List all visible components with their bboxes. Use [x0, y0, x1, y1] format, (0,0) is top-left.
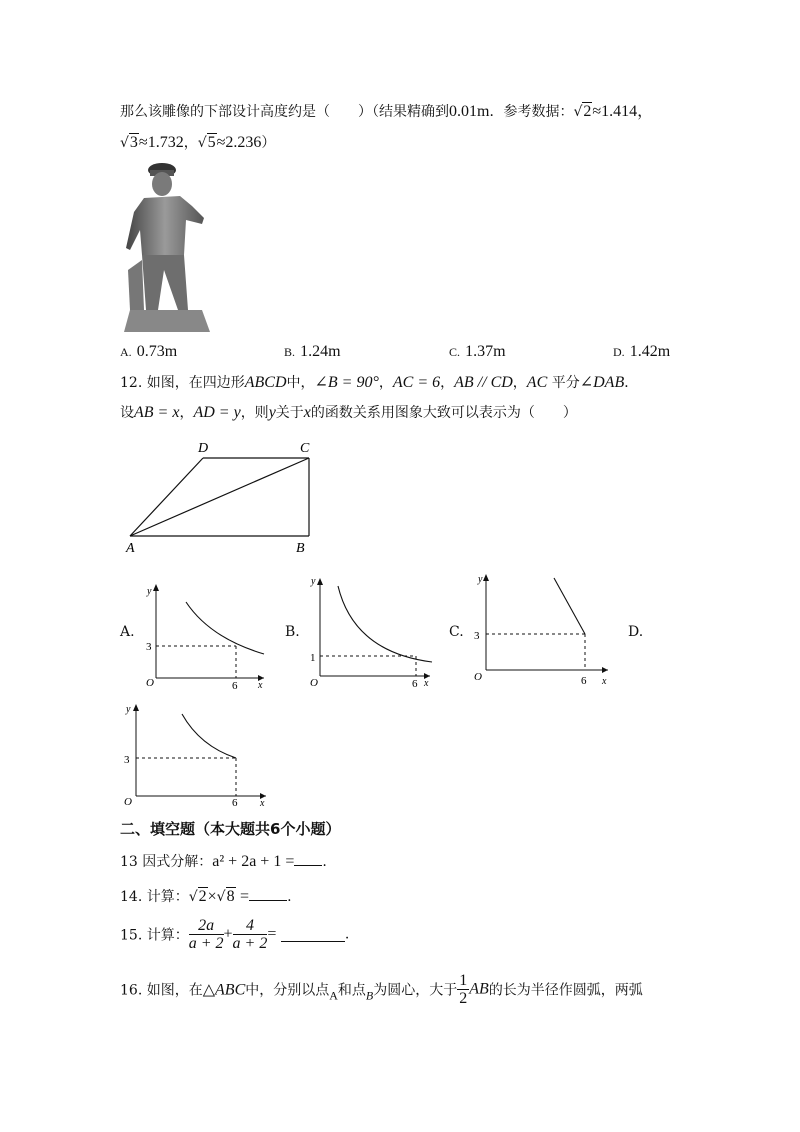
svg-text:x: x — [424, 678, 429, 689]
q11-stem-line2: √3≈1.732，√5≈2.236） — [120, 134, 276, 151]
svg-text:3: 3 — [124, 754, 130, 766]
svg-text:O: O — [310, 677, 318, 689]
svg-text:O: O — [124, 796, 132, 808]
q12-stem-line2: 设AB = x，AD = y，则y关于x的函数关系用图象大致可以表示为（ ） — [120, 404, 577, 421]
graph-option-c[interactable]: C. — [449, 624, 464, 640]
svg-text:3: 3 — [474, 630, 480, 642]
q13-expression: a² + 2a + 1 = — [212, 853, 295, 870]
graph-option-d[interactable]: D. — [628, 624, 644, 640]
svg-text:y: y — [478, 574, 483, 585]
svg-text:6: 6 — [232, 680, 238, 690]
graph-d — [120, 700, 270, 808]
label-b: B — [296, 541, 305, 556]
q16-fraction: $\frac{1}{2}$ — [459, 972, 468, 1007]
statue-image — [122, 160, 214, 332]
svg-text:6: 6 — [412, 678, 418, 690]
svg-text:x: x — [260, 798, 265, 808]
sqrt2: 2 — [583, 103, 592, 120]
q16: 16. 如图，在△ABC中，分别以点A和点B为圆心，大于 $\frac{1}{2}$ AB的长为半径作圆弧，两弧 — [120, 972, 643, 1007]
segment-da — [130, 458, 203, 536]
svg-text:O: O — [146, 677, 154, 689]
svg-text:x: x — [258, 680, 263, 690]
q13: 13 因式分解：a² + 2a + 1 = . — [120, 853, 327, 870]
label-a: A — [126, 541, 135, 556]
svg-text:3: 3 — [146, 641, 152, 653]
q13-answer-blank[interactable] — [294, 851, 322, 866]
q12-stem-line1: 12. 如图，在四边形ABCD中，∠B = 90°，AC = 6，AB // CD，AC 平分∠DAB． — [120, 374, 639, 391]
option-b[interactable]: B. 1.24m — [284, 343, 341, 360]
section-heading: 二、填空题（本大题共6个小题） — [120, 820, 341, 838]
svg-text:y: y — [311, 576, 316, 587]
q15-fraction-2: $\frac{4}{a + 2}$ — [232, 917, 268, 952]
svg-text:x: x — [602, 676, 607, 687]
option-a[interactable]: A. 0.73m — [120, 343, 178, 360]
label-d: D — [198, 441, 209, 456]
graph-b — [306, 572, 436, 690]
option-d[interactable]: D. 1.42m — [613, 343, 671, 360]
q14-answer-blank[interactable] — [249, 886, 287, 901]
q11-stem-line1: 那么该雕像的下部设计高度约是（ ）（结果精确到0.01m．参考数据：√2≈1.414， — [120, 103, 654, 120]
svg-text:y: y — [147, 586, 152, 597]
label-c: C — [300, 441, 310, 456]
svg-text:1: 1 — [310, 652, 316, 664]
graph-a — [140, 578, 270, 690]
segment-ac — [130, 458, 309, 536]
q15-fraction-1: $\frac{2a}{a + 2}$ — [188, 917, 224, 952]
graph-c — [468, 572, 613, 690]
option-c[interactable]: C. 1.37m — [449, 343, 506, 360]
q15-answer-blank[interactable] — [281, 927, 345, 942]
graph-option-b[interactable]: B. — [285, 624, 300, 640]
q15: 15. 计算： $\frac{2a}{a + 2}$ + $\frac{4}{a + 2}$ = . — [120, 917, 350, 952]
q14: 14. 计算：√2×√8 = . — [120, 888, 292, 905]
quadrilateral-figure — [118, 436, 328, 556]
svg-text:6: 6 — [232, 797, 238, 808]
svg-text:O: O — [474, 671, 482, 683]
graph-option-a[interactable]: A. — [120, 624, 135, 640]
svg-text:6: 6 — [581, 675, 587, 687]
svg-text:y: y — [126, 704, 131, 715]
